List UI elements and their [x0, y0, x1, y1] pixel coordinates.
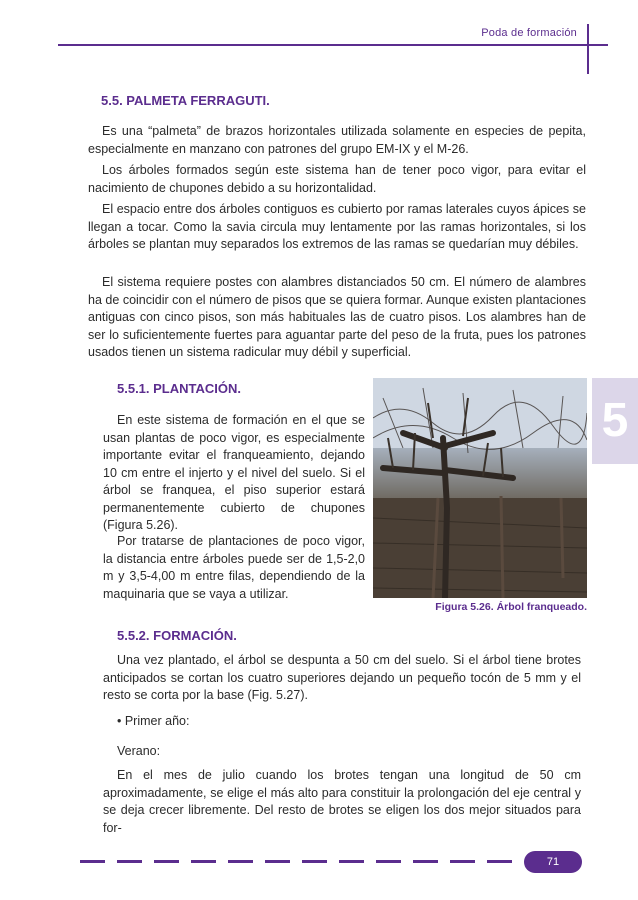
tree-photo-illustration	[373, 378, 587, 598]
paragraph: El sistema requiere postes con alambres distanciados 50 cm. El número de alambres ha de coincidir con el número de pisos que se quiera formar. Aunque existen plantaciones antiguas con cinco pisos, son más habituales las de cuatro pisos. Los alambres han de ser lo suficientemente fuertes para aguantar parte del peso de la fruta, pues los patrones usados tienen un sistema radicular muy débil y superficial.	[88, 275, 586, 359]
chapter-number: 5	[601, 394, 629, 447]
paragraph: En este sistema de formación en el que se usan plantas de poco vigor, es especialmente importante evitar el franqueamiento, dejando 10 cm entre el injerto y el nivel del suelo. Si el árbol se franquea, el piso superior estará permanentemente cubierto de chupones (Figura 5.26).	[103, 413, 365, 532]
footer-dashed-rule	[80, 860, 512, 863]
header-vertical-rule	[587, 24, 589, 74]
page-number: 71	[524, 851, 582, 873]
paragraph: Es una “palmeta” de brazos horizontales utilizada solamente en especies de pepita, especialmente en manzano con patrones del grupo EM-IX y el M-26.	[88, 124, 586, 156]
chapter-tab	[592, 378, 638, 464]
paragraph: El espacio entre dos árboles contiguos es cubierto por ramas laterales cuyos ápices se llegan a tocar. Como la savia circula muy lentamente por las ramas horizontales, si los árboles se plantan muy separados los extremos de las ramas se quedarían muy débiles.	[88, 202, 586, 251]
subsection-title-formacion: 5.5.2. FORMACIÓN.	[117, 628, 237, 643]
subsection-title-plantacion: 5.5.1. PLANTACIÓN.	[117, 381, 242, 396]
paragraph: Verano:	[117, 744, 161, 758]
figure-photo-tree	[373, 378, 587, 598]
paragraph: Por tratarse de plantaciones de poco vigor, la distancia entre árboles puede ser de 1,5-2,0 m y 3,5-4,00 m entre filas, dependiendo de la maquinaria que se vaya a utilizar.	[103, 534, 365, 601]
section-title: 5.5. PALMETA FERRAGUTI.	[101, 93, 270, 108]
paragraph: • Primer año:	[117, 714, 190, 728]
running-head: Poda de formación	[481, 27, 577, 39]
header-rule	[58, 44, 608, 46]
figure-caption: Figura 5.26. Árbol franqueado.	[435, 601, 587, 613]
paragraph: En el mes de julio cuando los brotes tengan una longitud de 50 cm aproximadamente, se elige el más alto para constituir la prolongación del eje central y se deja crecer libremente. Del resto de brotes se eligen los dos mejor situados para for-	[103, 768, 581, 835]
paragraph: Una vez plantado, el árbol se despunta a 50 cm del suelo. Si el árbol tiene brotes anticipados se cortan los cuatro superiores dejando un pequeño tocón de 5 mm y el resto se corta por la base (Fig. 5.27).	[103, 653, 581, 702]
paragraph: Los árboles formados según este sistema han de tener poco vigor, para evitar el nacimiento de chupones debido a su horizontalidad.	[88, 163, 586, 195]
